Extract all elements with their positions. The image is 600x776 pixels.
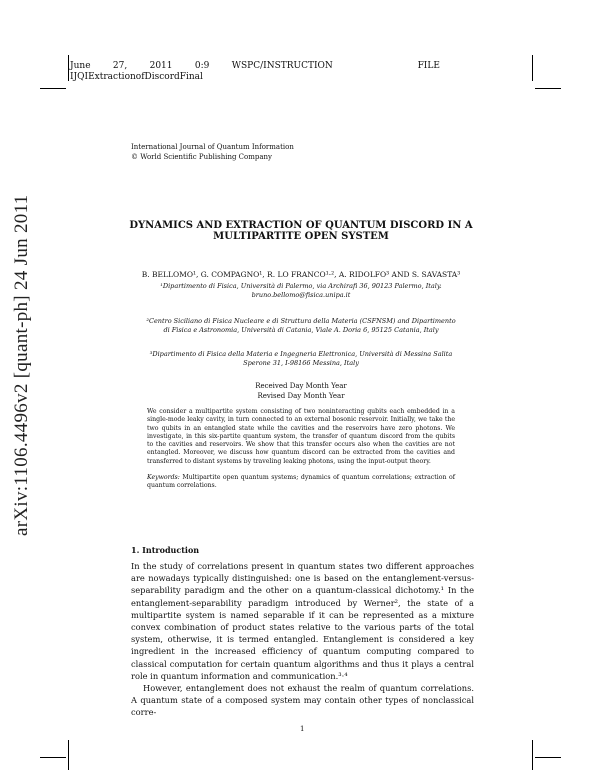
crop-mark-top-left-v xyxy=(68,55,69,81)
running-head-day: 27, xyxy=(112,61,128,71)
journal-copyright: © World Scientific Publishing Company xyxy=(131,153,272,161)
paragraph-2: However, entanglement does not exhaust the realm of quantum correlations. A quantum state of a composed system may contain other types of nonclassical corre- xyxy=(131,683,474,718)
page-number: 1 xyxy=(300,725,305,733)
affiliation-3-line-1: ³Dipartimento di Fisica della Materia e Ingegneria Elettronica, Università di Messina Salita xyxy=(149,350,453,358)
crop-mark-bottom-left-v xyxy=(68,740,69,770)
affiliation-3-line-2: Sperone 31, I-98166 Messina, Italy xyxy=(243,359,359,367)
section-heading: 1. Introduction xyxy=(131,545,200,555)
running-head-month: June xyxy=(70,61,91,71)
title-line-1: DYNAMICS AND EXTRACTION OF QUANTUM DISCORD IN A xyxy=(129,220,473,231)
author-list: B. BELLOMO¹, G. COMPAGNO¹, R. LO FRANCO¹·², A. RIDOLFO³ AND S. SAVASTA³ xyxy=(141,270,461,279)
received-dates xyxy=(126,381,476,401)
crop-mark-bottom-left-h xyxy=(40,757,66,758)
crop-mark-bottom-right-v xyxy=(532,740,533,770)
affiliation-1-line-1: ¹Dipartimento di Fisica, Università di Palermo, via Archirafi 36, 90123 Palermo, Italy. xyxy=(160,282,442,290)
running-head xyxy=(70,61,460,83)
affiliation-2 xyxy=(126,317,476,335)
crop-mark-top-right-h xyxy=(535,88,561,89)
crop-mark-bottom-right-h xyxy=(535,757,561,758)
running-head-style: WSPC/INSTRUCTION xyxy=(231,61,333,71)
keywords-text: Multipartite open quantum systems; dynamics of quantum correlations; extraction of quantum correlations. xyxy=(147,474,455,490)
running-head-time: 0:9 xyxy=(194,61,210,71)
paragraph-1: In the study of correlations present in quantum states two different approaches are nowadays typically distinguished: one is based on the entanglement-versus-separability paradigm and the other on a quantum-classical dichotomy.¹ In the entanglement-separability paradigm introduced by Werner², the state of a multipartite system is named separable if it can be represented as a mixture convex combination of product states relative to the various parts of the total system, otherwise, it is termed entangled. Entanglement is considered a key ingredient in the increased efficiency of quantum computing compared to classical computation for certain quantum algorithms and thus it plays a central role in quantum information and communication.³·⁴ xyxy=(131,561,474,681)
crop-mark-top-left-h xyxy=(40,88,66,89)
affiliation-1 xyxy=(126,282,476,300)
affiliation-1-email: bruno.bellomo@fisica.unipa.it xyxy=(251,291,351,299)
arxiv-stamp: arXiv:1106.4496v2 [quant-ph] 24 Jun 2011 xyxy=(11,194,32,536)
keywords xyxy=(147,474,455,491)
revised-date: Revised Day Month Year xyxy=(257,392,345,400)
journal-name: International Journal of Quantum Information xyxy=(131,143,294,151)
journal-info xyxy=(131,142,294,162)
title-line-2: MULTIPARTITE OPEN SYSTEM xyxy=(213,231,389,242)
received-date: Received Day Month Year xyxy=(255,382,347,390)
running-head-file-label: FILE xyxy=(417,61,440,71)
body-text xyxy=(131,560,474,719)
abstract: We consider a multipartite system consisting of two noninteracting qubits each embedded in a single-mode leaky cavity, in turn connected to an external bosonic reservoir. Initially, we take the two qubits in an entangled state while the cavities and the reservoirs have zero photons. We investigate, in this six-partite quantum system, the transfer of quantum discord from the qubits to the cavities and reservoirs. We show that this transfer occurs also when the cavities are not entangled. Moreover, we discuss how quantum discord can be extracted from the cavities and transferred to distant systems by traveling leaking photons, using the input-output theory. xyxy=(147,408,455,465)
affiliation-2-line-1: ²Centro Siciliano di Fisica Nucleare e di Struttura della Materia (CSFNSM) and Dipartimento xyxy=(146,317,456,325)
keywords-label: Keywords: xyxy=(147,474,180,481)
affiliation-2-line-2: di Fisica e Astronomia, Università di Catania, Viale A. Doria 6, 95125 Catania, Italy xyxy=(163,326,439,334)
paper-title xyxy=(126,220,476,242)
crop-mark-top-right-v xyxy=(532,55,533,81)
running-head-year: 2011 xyxy=(149,61,173,71)
affiliation-3 xyxy=(126,350,476,368)
running-head-filename: IJQIExtractionofDiscordFinal xyxy=(70,72,203,82)
